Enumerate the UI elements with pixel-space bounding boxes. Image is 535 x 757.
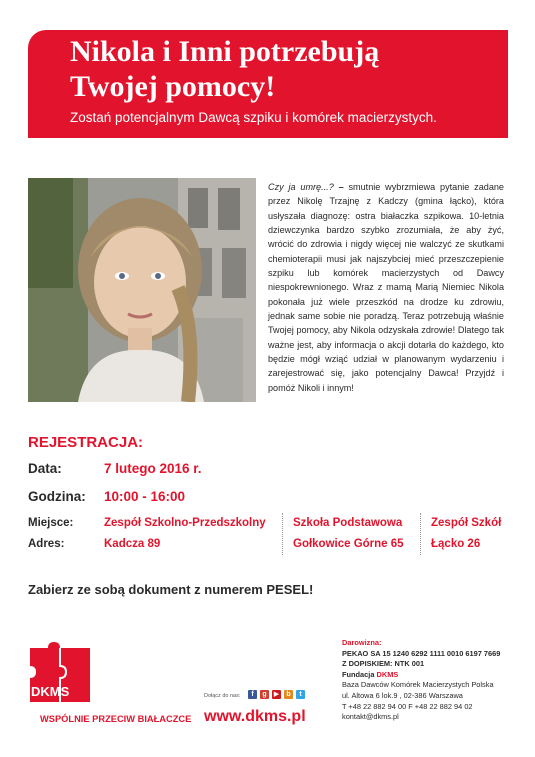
date-value: 7 lutego 2016 r. bbox=[104, 461, 202, 476]
transfer-note: Z DOPISKIEM: NTK 001 bbox=[342, 659, 425, 669]
date-label: Data: bbox=[28, 461, 62, 476]
location-divider bbox=[420, 513, 421, 555]
time-label: Godzina: bbox=[28, 489, 86, 504]
google-plus-icon[interactable]: g bbox=[260, 690, 269, 699]
story-body: smutnie wybrzmiewa pytanie zadane przez Nikolę Trzajnę z Kadczy (gmina łącko), która usłyszała diagnozę: ostra białaczka szpikowa. 10-letnia dziewczynka bardzo szybko zrozumiała, że aby żyć, wrócić do zdrowia i nigdy więcej nie walczyć ze skutkami chemioterapii musi jak najszybciej mieć przeszczepienie szpiku lub komórek macierzystych od Dawcy niespokrewnionego. Wraz z mamą Marią Niemiec Nikola pokonała już wiele przeszkód na drodze ku zdrowiu, jednak same sobie nie poradzą. Teraz potrzebują właśnie Twojej pomocy, aby Nikola odzyskała zdrowie! Dlatego tak ważne jest, aby informacja o akcji dotarła do każdego, kto będzie mógł wziąć udział w planowanym wydarzeniu i zarejestrować się, jako potencjalny Dawca! Przyjdź i pomóż Nikoli i innym! bbox=[268, 182, 504, 393]
blog-icon[interactable]: b bbox=[284, 690, 293, 699]
join-us-label: Dołącz do nas: bbox=[204, 693, 241, 699]
location-3-place: Zespół Szkół bbox=[431, 517, 502, 529]
title-line-2: Twojej pomocy! bbox=[70, 70, 276, 103]
bank-account: PEKAO SA 15 1240 6292 1111 0010 6197 7669 bbox=[342, 648, 501, 658]
time-value: 10:00 - 16:00 bbox=[104, 489, 186, 504]
location-1-place: Zespół Szkolno-Przedszkolny bbox=[104, 517, 266, 529]
header-banner bbox=[28, 30, 508, 138]
address-label: Adres: bbox=[28, 538, 65, 550]
pesel-reminder: Zabierz ze sobą dokument z numerem PESEL! bbox=[28, 582, 314, 597]
facebook-icon[interactable]: f bbox=[248, 690, 257, 699]
story-quote: Czy ja umrę...? bbox=[268, 182, 334, 192]
foundation-prefix: Fundacja bbox=[342, 669, 375, 679]
story-dash: – bbox=[338, 182, 344, 192]
location-2-place: Szkoła Podstawowa bbox=[293, 517, 403, 529]
donation-info bbox=[342, 638, 532, 723]
youtube-icon[interactable]: ▶ bbox=[273, 691, 280, 698]
phone-fax: T +48 22 882 94 00 F +48 22 882 94 02 bbox=[342, 701, 473, 711]
foundation-name: DKMS bbox=[376, 669, 399, 679]
place-label: Miejsce: bbox=[28, 517, 74, 529]
location-3-address: Łącko 26 bbox=[431, 538, 481, 550]
location-2-address: Gołkowice Górne 65 bbox=[293, 538, 404, 550]
location-1-address: Kadcza 89 bbox=[104, 538, 161, 550]
website-link[interactable]: www.dkms.pl bbox=[204, 708, 306, 725]
logo-text: DKMS bbox=[31, 684, 70, 699]
title-line-1: Nikola i Inni potrzebują bbox=[70, 35, 380, 68]
donation-title: Darowizna: bbox=[342, 638, 382, 647]
foundation-line bbox=[342, 670, 532, 681]
location-divider bbox=[282, 513, 283, 555]
page-title bbox=[70, 34, 379, 104]
page-subtitle: Zostań potencjalnym Dawcą szpiku i komórek macierzystych. bbox=[70, 110, 437, 125]
tagline: WSPÓLNIE PRZECIW BIAŁACZCE bbox=[40, 714, 192, 724]
org-name: Baza Dawców Komórek Macierzystych Polska bbox=[342, 680, 494, 690]
registration-title: REJESTRACJA: bbox=[28, 434, 144, 451]
story-text bbox=[268, 180, 504, 395]
girl-photo bbox=[28, 178, 256, 402]
contact-email[interactable]: kontakt@dkms.pl bbox=[342, 712, 399, 722]
street-address: ul. Altowa 6 lok.9 , 02-386 Warszawa bbox=[342, 690, 463, 700]
twitter-icon[interactable]: t bbox=[296, 690, 305, 699]
